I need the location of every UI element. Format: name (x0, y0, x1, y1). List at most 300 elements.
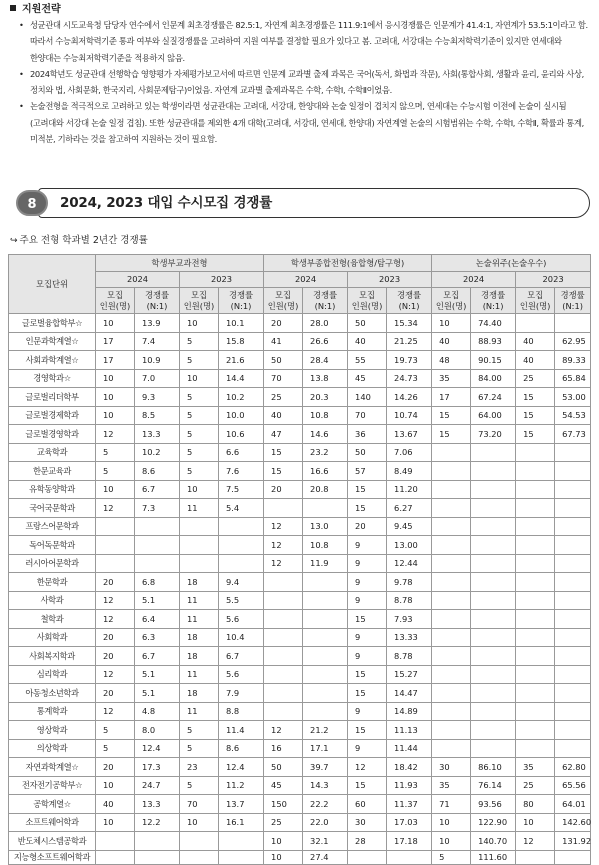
rate-cell (471, 573, 516, 592)
rate-cell: 22.0 (303, 813, 348, 832)
rate-cell (555, 739, 591, 758)
rate-cell: 65.56 (555, 776, 591, 795)
recruit-cell: 16 (264, 739, 303, 758)
recruit-cell: 5 (96, 721, 135, 740)
recruit-cell: 10 (96, 813, 135, 832)
recruit-cell: 25 (516, 369, 555, 388)
rate-cell: 111.60 (471, 850, 516, 864)
recruit-cell: 15 (348, 480, 387, 499)
section-number-badge: 8 (16, 190, 48, 216)
rate-cell (303, 499, 348, 518)
table-row (9, 684, 591, 703)
table-row (9, 647, 591, 666)
recruit-cell: 15 (348, 721, 387, 740)
year-header: 2023 (348, 272, 432, 288)
table-row (9, 795, 591, 814)
rate-cell: 27.4 (303, 850, 348, 864)
rate-cell: 8.78 (387, 591, 432, 610)
rate-header: 경쟁률 (N:1) (387, 288, 432, 314)
rate-cell (555, 573, 591, 592)
recruit-cell: 12 (264, 536, 303, 555)
rate-cell: 10.2 (219, 388, 264, 407)
year-header: 2024 (264, 272, 348, 288)
rate-cell: 7.93 (387, 610, 432, 629)
unit-name-cell: 통계학과 (9, 702, 96, 721)
rate-cell (555, 517, 591, 536)
rate-cell (471, 591, 516, 610)
rate-cell: 90.15 (471, 351, 516, 370)
rate-cell (555, 647, 591, 666)
rate-cell: 16.1 (219, 813, 264, 832)
recruit-cell (348, 850, 387, 864)
recruit-cell (264, 702, 303, 721)
year-header: 2024 (432, 272, 516, 288)
recruit-cell: 18 (180, 684, 219, 703)
recruit-cell (432, 684, 471, 703)
table-row (9, 536, 591, 555)
recruit-cell: 20 (96, 647, 135, 666)
rate-cell (555, 684, 591, 703)
rate-cell: 22.2 (303, 795, 348, 814)
recruit-cell (516, 517, 555, 536)
recruit-cell (432, 536, 471, 555)
table-row (9, 702, 591, 721)
table-row (9, 758, 591, 777)
recruit-cell: 5 (180, 721, 219, 740)
rate-cell: 14.3 (303, 776, 348, 795)
recruit-cell: 10 (96, 406, 135, 425)
rate-cell (555, 702, 591, 721)
recruit-cell (516, 647, 555, 666)
section-title: 2024, 2023 대입 수시모집 경쟁률 (60, 195, 273, 211)
rate-cell: 73.20 (471, 425, 516, 444)
rate-cell (219, 554, 264, 573)
recruit-cell: 5 (180, 462, 219, 481)
recruit-cell: 18 (180, 628, 219, 647)
rate-cell: 14.6 (303, 425, 348, 444)
strategy-title: 지원전략 (22, 4, 61, 15)
recruit-cell: 5 (432, 850, 471, 864)
recruit-cell: 80 (516, 795, 555, 814)
table-row (9, 832, 591, 851)
rate-cell: 13.67 (387, 425, 432, 444)
recruit-cell: 15 (516, 425, 555, 444)
unit-name-cell: 소프트웨어학과 (9, 813, 96, 832)
recruit-cell (264, 628, 303, 647)
table-row (9, 813, 591, 832)
recruit-cell (96, 832, 135, 851)
recruit-cell: 18 (180, 647, 219, 666)
rate-cell: 13.0 (303, 517, 348, 536)
rate-cell: 10.9 (135, 351, 180, 370)
rate-cell: 13.9 (135, 314, 180, 333)
rate-cell: 11.93 (387, 776, 432, 795)
rate-cell (135, 850, 180, 864)
recruit-cell: 15 (264, 462, 303, 481)
recruit-cell: 5 (180, 443, 219, 462)
recruit-cell: 50 (348, 314, 387, 333)
unit-name-cell: 심리학과 (9, 665, 96, 684)
rate-cell: 15.34 (387, 314, 432, 333)
recruit-cell: 140 (348, 388, 387, 407)
rate-cell: 5.4 (219, 499, 264, 518)
rate-cell: 6.8 (135, 573, 180, 592)
recruit-cell: 20 (348, 517, 387, 536)
recruit-cell (96, 850, 135, 864)
recruit-header: 모집 인원(명) (264, 288, 303, 314)
rate-cell (471, 517, 516, 536)
rate-cell: 17.1 (303, 739, 348, 758)
recruit-cell: 5 (96, 739, 135, 758)
rate-cell: 21.6 (219, 351, 264, 370)
recruit-cell: 10 (180, 813, 219, 832)
curved-arrow-icon: ↪ (10, 236, 18, 246)
rate-cell (555, 850, 591, 864)
recruit-cell: 15 (432, 406, 471, 425)
recruit-cell: 45 (264, 776, 303, 795)
recruit-cell: 17 (96, 351, 135, 370)
rate-cell: 10.1 (219, 314, 264, 333)
recruit-cell: 30 (432, 758, 471, 777)
recruit-cell (516, 628, 555, 647)
recruit-cell (432, 628, 471, 647)
rate-cell (471, 721, 516, 740)
recruit-cell: 10 (432, 314, 471, 333)
rate-cell: 10.74 (387, 406, 432, 425)
unit-name-cell: 사회과학계열☆ (9, 351, 96, 370)
rate-cell: 11.13 (387, 721, 432, 740)
rate-cell: 28.4 (303, 351, 348, 370)
recruit-cell: 5 (180, 388, 219, 407)
recruit-header: 모집 인원(명) (348, 288, 387, 314)
recruit-cell (432, 517, 471, 536)
rate-cell: 17.18 (387, 832, 432, 851)
unit-name-cell: 경영학과☆ (9, 369, 96, 388)
recruit-cell: 47 (264, 425, 303, 444)
rate-cell: 8.78 (387, 647, 432, 666)
rate-cell (219, 517, 264, 536)
rate-header: 경쟁률 (N:1) (219, 288, 264, 314)
rate-cell: 14.47 (387, 684, 432, 703)
recruit-cell (516, 702, 555, 721)
recruit-cell (432, 647, 471, 666)
rate-cell: 17.03 (387, 813, 432, 832)
recruit-cell: 5 (180, 425, 219, 444)
recruit-cell: 20 (96, 684, 135, 703)
recruit-cell (432, 554, 471, 573)
unit-name-cell: 한문학과 (9, 573, 96, 592)
table-row (9, 573, 591, 592)
rate-cell: 9.4 (219, 573, 264, 592)
rate-cell: 7.9 (219, 684, 264, 703)
rate-cell (471, 480, 516, 499)
recruit-cell (264, 591, 303, 610)
recruit-cell: 5 (180, 332, 219, 351)
rate-cell (555, 499, 591, 518)
recruit-cell: 12 (96, 591, 135, 610)
rate-cell: 9.45 (387, 517, 432, 536)
recruit-cell: 40 (264, 406, 303, 425)
group-header: 논술위주(논술우수) (432, 255, 591, 272)
recruit-cell: 15 (516, 406, 555, 425)
table-row (9, 425, 591, 444)
rate-header: 경쟁률 (N:1) (555, 288, 591, 314)
recruit-cell (96, 517, 135, 536)
rate-cell (471, 554, 516, 573)
rate-cell: 32.1 (303, 832, 348, 851)
rate-cell: 11.44 (387, 739, 432, 758)
rate-cell: 12.44 (387, 554, 432, 573)
recruit-cell: 20 (264, 480, 303, 499)
rate-cell: 10.0 (219, 406, 264, 425)
rate-cell: 140.70 (471, 832, 516, 851)
rate-cell: 6.7 (219, 647, 264, 666)
recruit-cell: 11 (180, 702, 219, 721)
rate-cell: 15.8 (219, 332, 264, 351)
table-row (9, 406, 591, 425)
rate-cell: 8.49 (387, 462, 432, 481)
recruit-cell: 11 (180, 499, 219, 518)
recruit-cell (180, 850, 219, 864)
recruit-cell: 57 (348, 462, 387, 481)
recruit-cell: 70 (264, 369, 303, 388)
table-body (9, 314, 591, 865)
unit-name-cell: 프랑스어문학과 (9, 517, 96, 536)
table-row (9, 591, 591, 610)
recruit-cell: 20 (96, 573, 135, 592)
rate-cell: 7.06 (387, 443, 432, 462)
rate-cell: 5.1 (135, 665, 180, 684)
rate-cell: 8.5 (135, 406, 180, 425)
recruit-cell: 15 (348, 665, 387, 684)
recruit-cell: 55 (348, 351, 387, 370)
unit-name-cell: 사회학과 (9, 628, 96, 647)
rate-cell: 14.26 (387, 388, 432, 407)
table-row (9, 628, 591, 647)
rate-cell (555, 314, 591, 333)
recruit-cell: 28 (348, 832, 387, 851)
recruit-cell (432, 702, 471, 721)
rate-cell (471, 610, 516, 629)
strategy-heading (6, 3, 594, 17)
rate-cell: 62.80 (555, 758, 591, 777)
recruit-cell: 9 (348, 554, 387, 573)
rate-cell (219, 832, 264, 851)
unit-name-cell: 영상학과 (9, 721, 96, 740)
rate-cell: 4.8 (135, 702, 180, 721)
unit-name-cell: 교육학과 (9, 443, 96, 462)
rate-cell (555, 480, 591, 499)
rate-cell: 6.7 (135, 480, 180, 499)
unit-name-cell: 아동청소년학과 (9, 684, 96, 703)
rate-cell: 131.92 (555, 832, 591, 851)
rate-cell: 67.73 (555, 425, 591, 444)
recruit-cell: 25 (264, 813, 303, 832)
rate-cell: 5.5 (219, 591, 264, 610)
rate-cell: 122.90 (471, 813, 516, 832)
recruit-cell: 70 (180, 795, 219, 814)
rate-cell: 13.33 (387, 628, 432, 647)
recruit-cell (432, 665, 471, 684)
rate-cell: 5.6 (219, 665, 264, 684)
rate-cell: 11.37 (387, 795, 432, 814)
table-row (9, 554, 591, 573)
recruit-cell: 25 (264, 388, 303, 407)
recruit-cell (432, 739, 471, 758)
rate-cell (135, 517, 180, 536)
strategy-bullet: • 논술전형을 적극적으로 고려하고 있는 학생이라면 성균관대는 고려대, 서강대, 한양대와 논술 일정이 겹치지 않으며, 연세대는 수능시험 이전에 논술이 실시됨(고려대와 서강대 논술 일정 겹침). 또한 성균관대를 제외한 4개 대학(고려대, 서강대, 연세대, 한양대) 자연계열 논술의 시험범위는 수학, 수학Ⅰ, 수학Ⅱ, 확률과 통계, 미적분, 기하라는 것을 참고하여 지원하는 것이 필요함. (16, 98, 594, 147)
rate-cell: 13.7 (219, 795, 264, 814)
recruit-cell: 12 (264, 721, 303, 740)
recruit-cell: 15 (264, 443, 303, 462)
rate-cell: 53.00 (555, 388, 591, 407)
rate-cell: 13.3 (135, 795, 180, 814)
table-row (9, 721, 591, 740)
rate-cell: 24.73 (387, 369, 432, 388)
recruit-header: 모집 인원(명) (180, 288, 219, 314)
recruit-cell: 150 (264, 795, 303, 814)
recruit-cell: 12 (264, 517, 303, 536)
rate-cell (555, 665, 591, 684)
table-row (9, 665, 591, 684)
recruit-cell: 9 (348, 591, 387, 610)
rate-cell: 7.4 (135, 332, 180, 351)
recruit-cell (516, 499, 555, 518)
unit-name-cell: 독어독문학과 (9, 536, 96, 555)
recruit-cell: 12 (348, 758, 387, 777)
rate-cell: 62.95 (555, 332, 591, 351)
recruit-cell (432, 443, 471, 462)
rate-cell: 65.84 (555, 369, 591, 388)
recruit-cell: 40 (96, 795, 135, 814)
recruit-cell: 9 (348, 739, 387, 758)
rate-cell (555, 721, 591, 740)
recruit-cell (264, 499, 303, 518)
recruit-cell (432, 721, 471, 740)
recruit-header: 모집 인원(명) (432, 288, 471, 314)
unit-name-cell: 인문과학계열☆ (9, 332, 96, 351)
rate-cell: 8.6 (135, 462, 180, 481)
recruit-cell: 10 (516, 813, 555, 832)
recruit-cell: 48 (432, 351, 471, 370)
recruit-cell (180, 832, 219, 851)
rate-cell: 11.2 (219, 776, 264, 795)
unit-name-cell: 글로벌리더학부 (9, 388, 96, 407)
rate-cell (303, 573, 348, 592)
recruit-cell: 17 (96, 332, 135, 351)
recruit-cell: 10 (264, 850, 303, 864)
recruit-cell: 20 (264, 314, 303, 333)
recruit-cell (180, 517, 219, 536)
recruit-cell: 5 (180, 776, 219, 795)
recruit-cell (516, 684, 555, 703)
recruit-cell: 10 (180, 480, 219, 499)
recruit-cell (96, 554, 135, 573)
unit-name-cell: 한문교육과 (9, 462, 96, 481)
rate-cell (471, 499, 516, 518)
rate-cell (219, 536, 264, 555)
unit-name-cell: 국어국문학과 (9, 499, 96, 518)
rate-cell: 23.2 (303, 443, 348, 462)
rate-cell (471, 702, 516, 721)
recruit-cell: 12 (96, 665, 135, 684)
rate-cell (471, 462, 516, 481)
table-row (9, 332, 591, 351)
year-header: 2024 (96, 272, 180, 288)
recruit-cell: 9 (348, 536, 387, 555)
unit-name-cell: 반도체시스템공학과 (9, 832, 96, 851)
strategy-bullet: • 성균관대 시도교육청 담당자 연수에서 인문계 최초경쟁률은 82.5:1, 자연계 최초경쟁률은 111.9:1에서 응시경쟁률은 인문계가 41.4:1, 자연계가 53.5:1이라고 함. 따라서 수능최저학력기준 통과 여부와 실질경쟁률을 고려하여 지원 여부를 결정할 필요가 있다고 봄. 고려대, 서강대는 수능최저학력기준이 있지만 연세대와 한양대는 수능최저학력기준을 적용하지 않음. (16, 17, 594, 66)
recruit-cell: 5 (180, 739, 219, 758)
rate-cell: 17.3 (135, 758, 180, 777)
rate-cell (303, 591, 348, 610)
rate-cell (471, 647, 516, 666)
recruit-cell (516, 850, 555, 864)
rate-cell (135, 832, 180, 851)
recruit-cell: 50 (348, 443, 387, 462)
recruit-cell: 9 (348, 647, 387, 666)
recruit-cell: 45 (348, 369, 387, 388)
unit-name-cell: 전자전기공학부☆ (9, 776, 96, 795)
rate-cell: 18.42 (387, 758, 432, 777)
recruit-cell: 12 (96, 702, 135, 721)
rate-cell (555, 536, 591, 555)
rate-cell: 5.1 (135, 684, 180, 703)
recruit-cell: 9 (348, 628, 387, 647)
rate-cell (303, 647, 348, 666)
group-header: 학생부종합전형(융합형/탐구형) (264, 255, 432, 272)
rate-cell: 93.56 (471, 795, 516, 814)
rate-cell: 10.8 (303, 406, 348, 425)
recruit-cell: 10 (264, 832, 303, 851)
rate-cell: 6.3 (135, 628, 180, 647)
unit-header: 모집단위 (9, 255, 96, 314)
unit-name-cell: 글로벌경제학과 (9, 406, 96, 425)
rate-cell: 74.40 (471, 314, 516, 333)
table-header (9, 255, 591, 314)
recruit-cell: 11 (180, 610, 219, 629)
rate-cell: 16.6 (303, 462, 348, 481)
table-row (9, 388, 591, 407)
rate-cell: 14.4 (219, 369, 264, 388)
recruit-header: 모집 인원(명) (96, 288, 135, 314)
recruit-cell: 15 (516, 388, 555, 407)
table-row (9, 369, 591, 388)
rate-cell (303, 684, 348, 703)
recruit-cell: 15 (432, 425, 471, 444)
recruit-cell: 10 (432, 813, 471, 832)
recruit-cell: 10 (180, 369, 219, 388)
recruit-cell (432, 480, 471, 499)
recruit-cell: 11 (180, 591, 219, 610)
table-row (9, 499, 591, 518)
unit-name-cell: 사회복지학과 (9, 647, 96, 666)
recruit-cell: 20 (96, 758, 135, 777)
recruit-cell (516, 665, 555, 684)
recruit-cell (432, 610, 471, 629)
table-row (9, 314, 591, 333)
recruit-cell: 50 (264, 351, 303, 370)
rate-cell: 15.27 (387, 665, 432, 684)
recruit-cell: 10 (432, 832, 471, 851)
year-header: 2023 (516, 272, 591, 288)
recruit-cell: 10 (96, 369, 135, 388)
rate-cell: 11.4 (219, 721, 264, 740)
unit-name-cell: 공학계열☆ (9, 795, 96, 814)
rate-cell (303, 702, 348, 721)
rate-cell: 12.4 (135, 739, 180, 758)
recruit-header: 모집 인원(명) (516, 288, 555, 314)
